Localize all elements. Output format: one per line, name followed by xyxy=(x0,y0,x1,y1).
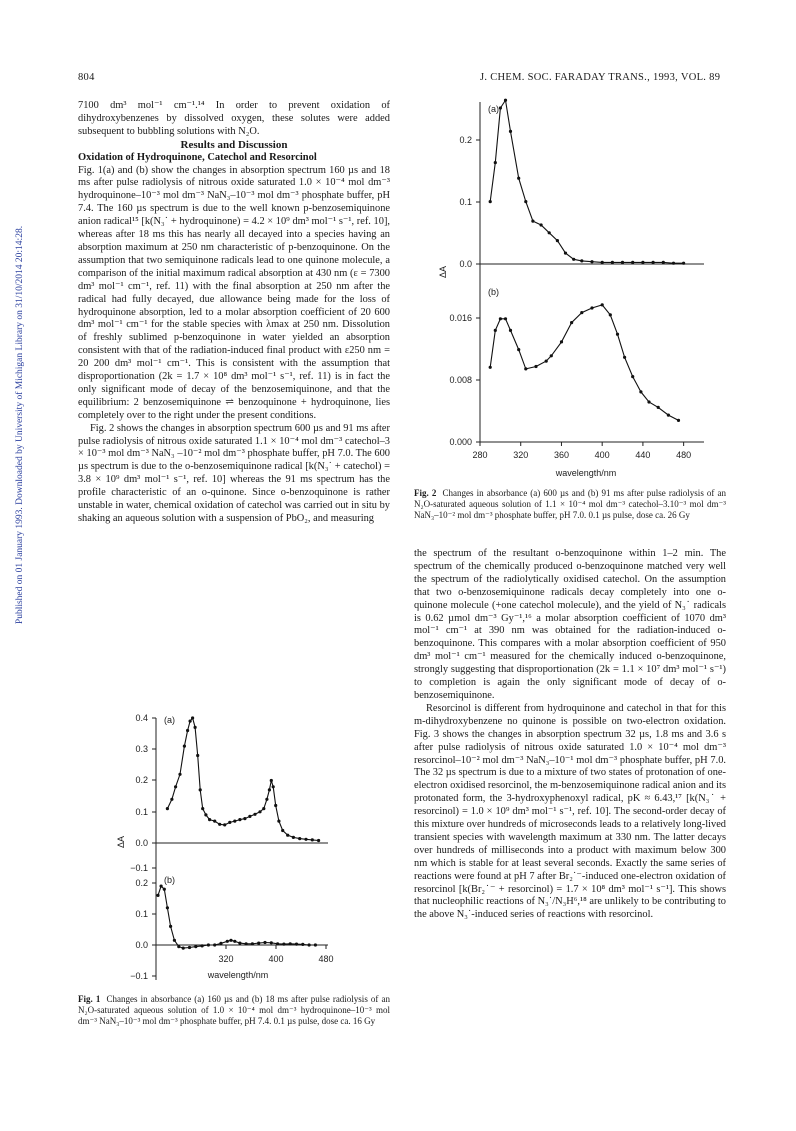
fig2-ytick-label: 0.1 xyxy=(459,197,472,207)
fig1a-point xyxy=(196,754,199,757)
fig1a-point xyxy=(248,815,251,818)
fig1a-point xyxy=(213,820,216,823)
fig1a-point xyxy=(304,838,307,841)
section-heading: Results and Discussion xyxy=(180,138,288,151)
fig2a-point xyxy=(641,261,644,264)
fig1a-point xyxy=(277,820,280,823)
fig1-ytick-label: 0.0 xyxy=(135,838,148,848)
figure-1-caption: Fig. 1 Changes in absorbance (a) 160 µs and (b) 18 ms after pulse radiolysis of an N₂O-saturated aqueous solution of 1.0 × 10⁻⁴ mol dm⁻³ hydroquinone–10⁻³ mol dm⁻³ NaN₃–10⁻³ mol dm⁻³ phosphate buffer, pH 7.4. 0.1 µs pulse, dose ca. 16 Gy xyxy=(78,994,390,1026)
fig2a-point xyxy=(531,220,534,223)
fig1a-point xyxy=(265,798,268,801)
fig1a-point xyxy=(281,829,284,832)
fig2-ytick-label: 0.008 xyxy=(449,375,472,385)
fig2-xtick-label: 320 xyxy=(513,450,529,460)
fig1a-point xyxy=(194,726,197,729)
fig1b-point xyxy=(188,946,191,949)
fig1-ytick-label: −0.1 xyxy=(130,863,148,873)
fig1a-point xyxy=(274,804,277,807)
fig1b-point xyxy=(219,942,222,945)
fig1b-point xyxy=(257,942,260,945)
fig2a-point xyxy=(509,130,512,133)
fig1b-point xyxy=(270,941,273,944)
fig2-xtick-label: 480 xyxy=(676,450,692,460)
fig2b-point xyxy=(609,313,612,316)
fig1a-point xyxy=(270,779,273,782)
fig2b-point xyxy=(560,340,563,343)
fig2-ylabel: ΔA xyxy=(438,265,448,278)
fig1-ytick-label: 0.1 xyxy=(135,807,148,817)
fig1-ytick-label: 0.2 xyxy=(135,775,148,785)
fig1a-point xyxy=(268,788,271,791)
fig2a-point xyxy=(494,161,497,164)
fig2a-point xyxy=(590,260,593,263)
fig2a-point xyxy=(652,261,655,264)
fig1b-point xyxy=(156,894,159,897)
fig2b-point xyxy=(550,354,553,357)
fig1b-point xyxy=(289,942,292,945)
fig1a-point xyxy=(243,817,246,820)
fig1-ytick-label: −0.1 xyxy=(130,971,148,981)
fig2b-point xyxy=(545,360,548,363)
fig1b-point xyxy=(251,942,254,945)
fig1a-point xyxy=(218,823,221,826)
fig1-xtick-label: 480 xyxy=(318,954,334,964)
fig1-ytick-label: 0.4 xyxy=(135,713,148,723)
fig2b-point xyxy=(623,356,626,359)
fig1b-point xyxy=(160,885,163,888)
fig2b-point xyxy=(590,306,593,309)
fig1a-series-line xyxy=(167,718,318,841)
fig1b-point xyxy=(194,945,197,948)
fig1a-point xyxy=(233,820,236,823)
fig1a-point xyxy=(170,798,173,801)
fig1a-point xyxy=(201,807,204,810)
fig1-panel-b: (b) xyxy=(164,875,175,885)
fig1a-point xyxy=(292,836,295,839)
fig1b-point xyxy=(314,943,317,946)
side-note: Published on 01 January 1993. Downloaded by University of Michigan Library on 31/10/2014 20:14:28. xyxy=(15,225,25,625)
fig1b-point xyxy=(177,945,180,948)
fig1a-point xyxy=(258,810,261,813)
fig1a-point xyxy=(223,823,226,826)
fig1a-point xyxy=(178,773,181,776)
fig1b-point xyxy=(295,943,298,946)
fig2-panel-b: (b) xyxy=(488,287,499,297)
fig1a-point xyxy=(317,839,320,842)
fig2a-point xyxy=(580,259,583,262)
fig2-axes xyxy=(480,102,704,442)
fig2b-point xyxy=(667,414,670,417)
fig2b-point xyxy=(489,366,492,369)
fig2b-point xyxy=(647,400,650,403)
paragraph-catechol: the spectrum of the resultant o-benzoquinone within 1–2 min. The spectrum of the chemically produced o-benzoquinone matched very well the spectrum of the radiolytically oxidised catechol. On the assumption that two o-benzosemiquinone radicals decay completely into one o-quinone molecule (+one catechol molecule), and the yield of N₃˙ radicals is 0.62 µmol dm⁻³ Gy⁻¹,¹⁶ a molar absorption coefficient of 1070 dm³ mol⁻¹ cm⁻¹ at 390 nm was obtained for the radiation-induced o-benzoquinone. This compares with a molar absorption coefficient of 950 dm³ mol⁻¹ cm⁻¹ measured for the chemically induced o-benzoquinone, strongly suggesting that disproportionation (2k = 1.1 × 10⁷ dm³ mol⁻¹ s⁻¹) to completion is again the only significant mode of decay of o-benzosemiquinone. xyxy=(414,548,726,701)
subsection-heading: Oxidation of Hydroquinone, Catechol and Resorcinol xyxy=(78,151,317,163)
fig1b-point xyxy=(229,939,232,942)
fig1a-point xyxy=(189,720,192,723)
fig2a-point xyxy=(548,231,551,234)
fig2b-point xyxy=(677,419,680,422)
fig2a-point xyxy=(682,262,685,265)
fig2a-point xyxy=(672,262,675,265)
fig1-panel-a: (a) xyxy=(164,715,175,725)
fig1b-point xyxy=(282,943,285,946)
fig2-ytick-label: 0.016 xyxy=(449,313,472,323)
fig2b-point xyxy=(657,406,660,409)
fig2a-series-line xyxy=(490,100,683,263)
fig1a-point xyxy=(253,813,256,816)
fig2b-series-line xyxy=(490,305,678,421)
fig1-ytick-label: 0.1 xyxy=(135,909,148,919)
right-column xyxy=(414,548,726,922)
fig1a-point xyxy=(262,807,265,810)
fig1a-point xyxy=(311,838,314,841)
fig2a-point xyxy=(564,252,567,255)
paragraph-fig1: Fig. 1(a) and (b) show the changes in absorption spectrum 160 µs and 18 ms after pulse radiolysis of nitrous oxide saturated 1.0 × 10⁻⁴ mol dm⁻³ hydroquinone–10⁻³ mol dm⁻³ NaN₃–10⁻³ mol dm⁻³ phosphate buffer, pH 7.4. The 160 µs spectrum is due to the well known p-benzosemiquinone anion radical¹⁵ [k(N₃˙ + hydroquinone) = 4.2 × 10⁹ dm³ mol⁻¹ s⁻¹, ref. 10], whereas after 18 ms this has nearly all decayed into a species having an absorption maximum at 250 nm characteristic of p-benzoquinone. On the assumption that two semiquinone radicals lead to one quinone molecule, a comparison of the initial maximum radical absorption at 430 nm (ε = 7300 dm³ mol⁻¹ cm⁻¹, ref. 11) with the final absorption at 250 nm after the radical had fully decayed, due allowance being made for the loss of hydroquinone absorption, led to a molar absorption coefficient of 20 600 dm³ mol⁻¹ cm⁻¹ for the stable species with λmax at 250 nm. Dissolution of freshly sublimed p-benzoquinone in water yielded an absorption consistent with that of the radiation-induced final product with ε250 nm = 20 200 dm³ mol⁻¹ cm⁻¹. This is consistent with the assumption that disproportionation (2k = 1.7 × 10⁸ dm³ mol⁻¹ s⁻¹, ref. 11) is in fact the only significant mode of decay of the benzosemiquinone, and that the equilibrium: 2 benzosemiquinone ⇌ benzoquinone + hydroquinone, lies completely over to the right under the present conditions. xyxy=(78,164,390,421)
fig1-xtick-label: 320 xyxy=(218,954,234,964)
fig2-xtick-label: 440 xyxy=(635,450,651,460)
fig1b-point xyxy=(301,943,304,946)
fig2a-point xyxy=(601,261,604,264)
page-number: 804 xyxy=(78,72,95,83)
fig1a-point xyxy=(298,837,301,840)
fig2b-point xyxy=(570,321,573,324)
fig1b-point xyxy=(166,906,169,909)
fig2b-point xyxy=(509,329,512,332)
fig2-ytick-label: 0.0 xyxy=(459,259,472,269)
fig1b-point xyxy=(226,940,229,943)
fig1b-point xyxy=(213,943,216,946)
fig1b-point xyxy=(207,943,210,946)
fig2a-point xyxy=(572,258,575,261)
fig2b-point xyxy=(580,311,583,314)
left-column xyxy=(78,100,390,526)
fig1a-point xyxy=(238,818,241,821)
fig1b-point xyxy=(163,888,166,891)
fig1a-point xyxy=(166,807,169,810)
fig2a-point xyxy=(504,99,507,102)
fig2-ytick-label: 0.2 xyxy=(459,135,472,145)
fig1-ytick-label: 0.3 xyxy=(135,744,148,754)
figure-1 xyxy=(78,708,398,988)
fig2a-point xyxy=(524,200,527,203)
fig2b-point xyxy=(517,348,520,351)
fig1-ylabel: ΔA xyxy=(116,835,126,848)
fig1a-point xyxy=(208,818,211,821)
fig2a-point xyxy=(489,200,492,203)
fig2-xtick-label: 400 xyxy=(594,450,610,460)
fig1a-point xyxy=(174,785,177,788)
fig1b-point xyxy=(308,943,311,946)
fig2b-point xyxy=(616,333,619,336)
fig1b-point xyxy=(238,942,241,945)
fig1b-series-line xyxy=(158,886,315,948)
fig1-ytick-label: 0.0 xyxy=(135,940,148,950)
fig2-ytick-label: 0.000 xyxy=(449,437,472,447)
fig1b-point xyxy=(233,940,236,943)
fig2b-point xyxy=(499,317,502,320)
fig2a-point xyxy=(556,239,559,242)
fig1b-point xyxy=(173,939,176,942)
fig1-xlabel: wavelength/nm xyxy=(207,970,269,980)
fig2a-point xyxy=(631,261,634,264)
paragraph-intro: 7100 dm³ mol⁻¹ cm⁻¹.¹⁴ In order to prevent oxidation of dihydroxybenzenes by dissolved oxygen, these solutes were added subsequent to bubbling solutions with N₂O. xyxy=(78,100,390,137)
fig1a-point xyxy=(272,785,275,788)
fig2b-point xyxy=(534,365,537,368)
fig1a-point xyxy=(186,729,189,732)
paragraph-resorcinol: Resorcinol is different from hydroquinone and catechol in that for this m-dihydroxybenzene no quinone is possible on two-electron oxidation. Fig. 3 shows the changes in absorption spectrum 32 µs, 1.8 ms and 3.6 s after pulse radiolysis of nitrous oxide saturated 1.0 × 10⁻⁴ mol dm⁻³ resorcinol–10⁻² mol dm⁻³ NaN₃–10⁻¹ mol dm⁻³ phosphate buffer, pH 7.0. The 32 µs spectrum is due to a mixture of two states of protonation of one-electron oxidised resorcinol, the m-benzosemiquinone radical anion and its protonated form, the 3-hydroxyphenoxyl radical, pK ≈ 6.43,¹⁷ [k(N₃˙ + resorcinol) = 1.0 × 10⁹ dm³ mol⁻¹ s⁻¹, ref. 10]. The second-order decay of this mixture over hundreds of microseconds leads to a relatively long-lived transient species with wavelength maximum at 330 nm. The latter decays over hundreds of milliseconds into a product with maximum below 300 nm which is stable for at least several seconds. Exactly the same series of reactions were found at pH 7 after Br₂˙⁻-induced one-electron oxidation of resorcinol [k(Br₂˙⁻ + resorcinol) = 1.7 × 10⁸ dm³ mol⁻¹ s⁻¹]. This shows that nucleophilic reactions of N₃˙/N₃H⁶,¹⁸ are unlikely to be contributing to the above N₃˙-induced series of reactions with resorcinol. xyxy=(414,702,726,921)
fig1b-point xyxy=(182,947,185,950)
paragraph-fig2: Fig. 2 shows the changes in absorption spectrum 600 µs and 91 ms after pulse radiolysis of nitrous oxide saturated 1.1 × 10⁻⁴ mol dm⁻³ catechol–3 × 10⁻³ mol dm⁻³ NaN₃ –10⁻² mol dm⁻³ phosphate buffer, pH 7.0. The 600 µs spectrum is due to the o-benzosemiquinone radical [k(N₃˙ + catechol) = 3.8 × 10⁹ dm³ mol⁻¹ s⁻¹, ref. 10] whereas the 91 ms spectrum has the profile characteristic of an o-quinone. Since o-benzoquinone is rather unstable in water, chemical oxidation of catechol was carried out in situ by shaking an aqueous solution with a suspension of PbO₂, and measuring xyxy=(78,422,390,524)
figure-2-caption: Fig. 2 Changes in absorbance (a) 600 µs and (b) 91 ms after pulse radiolysis of an N₂O-saturated aqueous solution of 1.1 × 10⁻⁴ mol dm⁻³ catechol–3.10⁻³ mol dm⁻³ NaN₃–10⁻² mol dm⁻³ phosphate buffer, pH 7.0. 0.1 µs pulse, dose ca. 26 Gy xyxy=(414,488,726,520)
fig2a-point xyxy=(611,261,614,264)
fig1a-point xyxy=(199,788,202,791)
fig1-xtick-label: 400 xyxy=(268,954,284,964)
fig2b-point xyxy=(631,375,634,378)
fig2a-point xyxy=(499,106,502,109)
fig2-xtick-label: 280 xyxy=(472,450,488,460)
fig2a-point xyxy=(662,261,665,264)
fig2a-point xyxy=(517,177,520,180)
fig1b-point xyxy=(169,925,172,928)
fig1a-point xyxy=(228,821,231,824)
journal-header: J. CHEM. SOC. FARADAY TRANS., 1993, VOL. 89 xyxy=(480,72,721,83)
fig2b-point xyxy=(494,329,497,332)
fig2a-point xyxy=(540,223,543,226)
fig2b-point xyxy=(504,317,507,320)
fig1-ytick-label: 0.2 xyxy=(135,878,148,888)
fig1a-point xyxy=(191,716,194,719)
fig2-panel-a: (a) xyxy=(488,104,499,114)
fig2a-point xyxy=(621,261,624,264)
fig1b-point xyxy=(245,942,248,945)
fig2b-point xyxy=(601,303,604,306)
fig1a-point xyxy=(286,834,289,837)
fig2b-point xyxy=(524,367,527,370)
fig2-xtick-label: 360 xyxy=(553,450,569,460)
fig2b-point xyxy=(639,390,642,393)
fig1b-point xyxy=(263,941,266,944)
fig1a-point xyxy=(204,813,207,816)
fig2-xlabel: wavelength/nm xyxy=(555,468,617,478)
figure-2 xyxy=(414,98,724,480)
fig1-axes xyxy=(156,718,328,980)
fig1b-point xyxy=(201,944,204,947)
fig1a-point xyxy=(183,745,186,748)
fig1b-point xyxy=(276,942,279,945)
